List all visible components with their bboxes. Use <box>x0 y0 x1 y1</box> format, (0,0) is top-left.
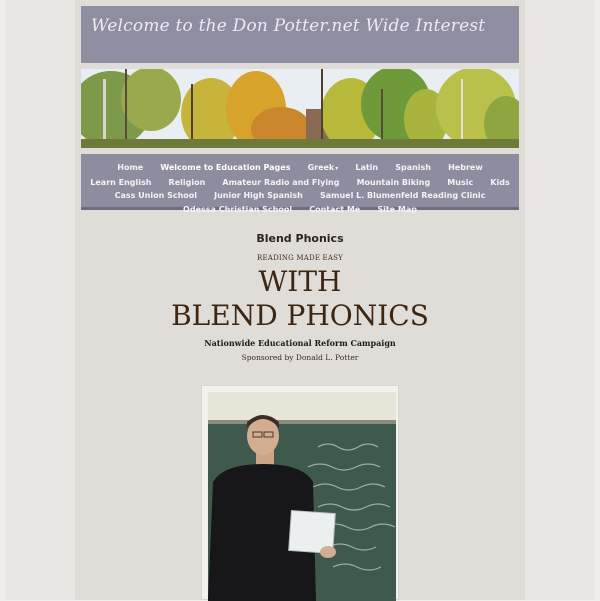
nav-item-latin[interactable]: Latin <box>355 163 379 172</box>
site-title[interactable]: Welcome to the Don Potter.net Wide Interest <box>91 16 486 36</box>
nav-item-kids[interactable]: Kids <box>490 177 510 187</box>
nav-item-education-pages[interactable]: Welcome to Education Pages <box>160 163 291 172</box>
nav-item-greek[interactable] <box>308 163 339 175</box>
campaign-text: Nationwide Educational Reform Campaign <box>204 338 396 348</box>
author-photo <box>208 392 396 601</box>
nav-item-junior-high-spanish[interactable]: Junior High Spanish <box>214 191 303 201</box>
site-banner <box>81 6 519 63</box>
headline-with: WITH <box>258 265 342 298</box>
nav-item-learn-english[interactable]: Learn English <box>90 177 152 187</box>
sponsor-text: Sponsored by Donald L. Potter <box>241 353 359 362</box>
nav-item-blumenfeld-reading-clinic[interactable]: Samuel L. Blumenfeld Reading Clinic <box>319 191 486 201</box>
nav-item-mountain-biking[interactable]: Mountain Biking <box>356 177 431 187</box>
author-photo-frame <box>201 385 399 600</box>
main-content <box>75 228 525 362</box>
page-subtitle: READING MADE EASY <box>257 254 343 262</box>
nav-item-home[interactable]: Home <box>117 163 144 172</box>
nav-item-cass-union-school[interactable]: Cass Union School <box>114 191 198 201</box>
nav-item-spanish[interactable]: Spanish <box>395 163 431 172</box>
dropdown-caret-icon: ▾ <box>335 165 339 172</box>
nav-item-greek-label: Greek <box>307 163 335 172</box>
nav-item-amateur-radio[interactable]: Amateur Radio and Flying <box>222 177 340 187</box>
nav-item-religion[interactable]: Religion <box>168 177 206 187</box>
headline-blend-phonics: BLEND PHONICS <box>171 299 429 332</box>
nav-item-site-map[interactable]: Site Map <box>377 204 417 214</box>
header-photo-trees <box>81 69 519 148</box>
nav-item-odessa-christian-school[interactable]: Odessa Christian School <box>183 204 293 214</box>
main-navigation <box>81 154 519 214</box>
nav-item-hebrew[interactable]: Hebrew <box>448 163 483 172</box>
nav-item-music[interactable]: Music <box>447 177 474 187</box>
page-title: Blend Phonics <box>256 232 344 245</box>
page-container <box>75 0 525 600</box>
nav-item-contact-me[interactable]: Contact Me <box>309 204 361 214</box>
